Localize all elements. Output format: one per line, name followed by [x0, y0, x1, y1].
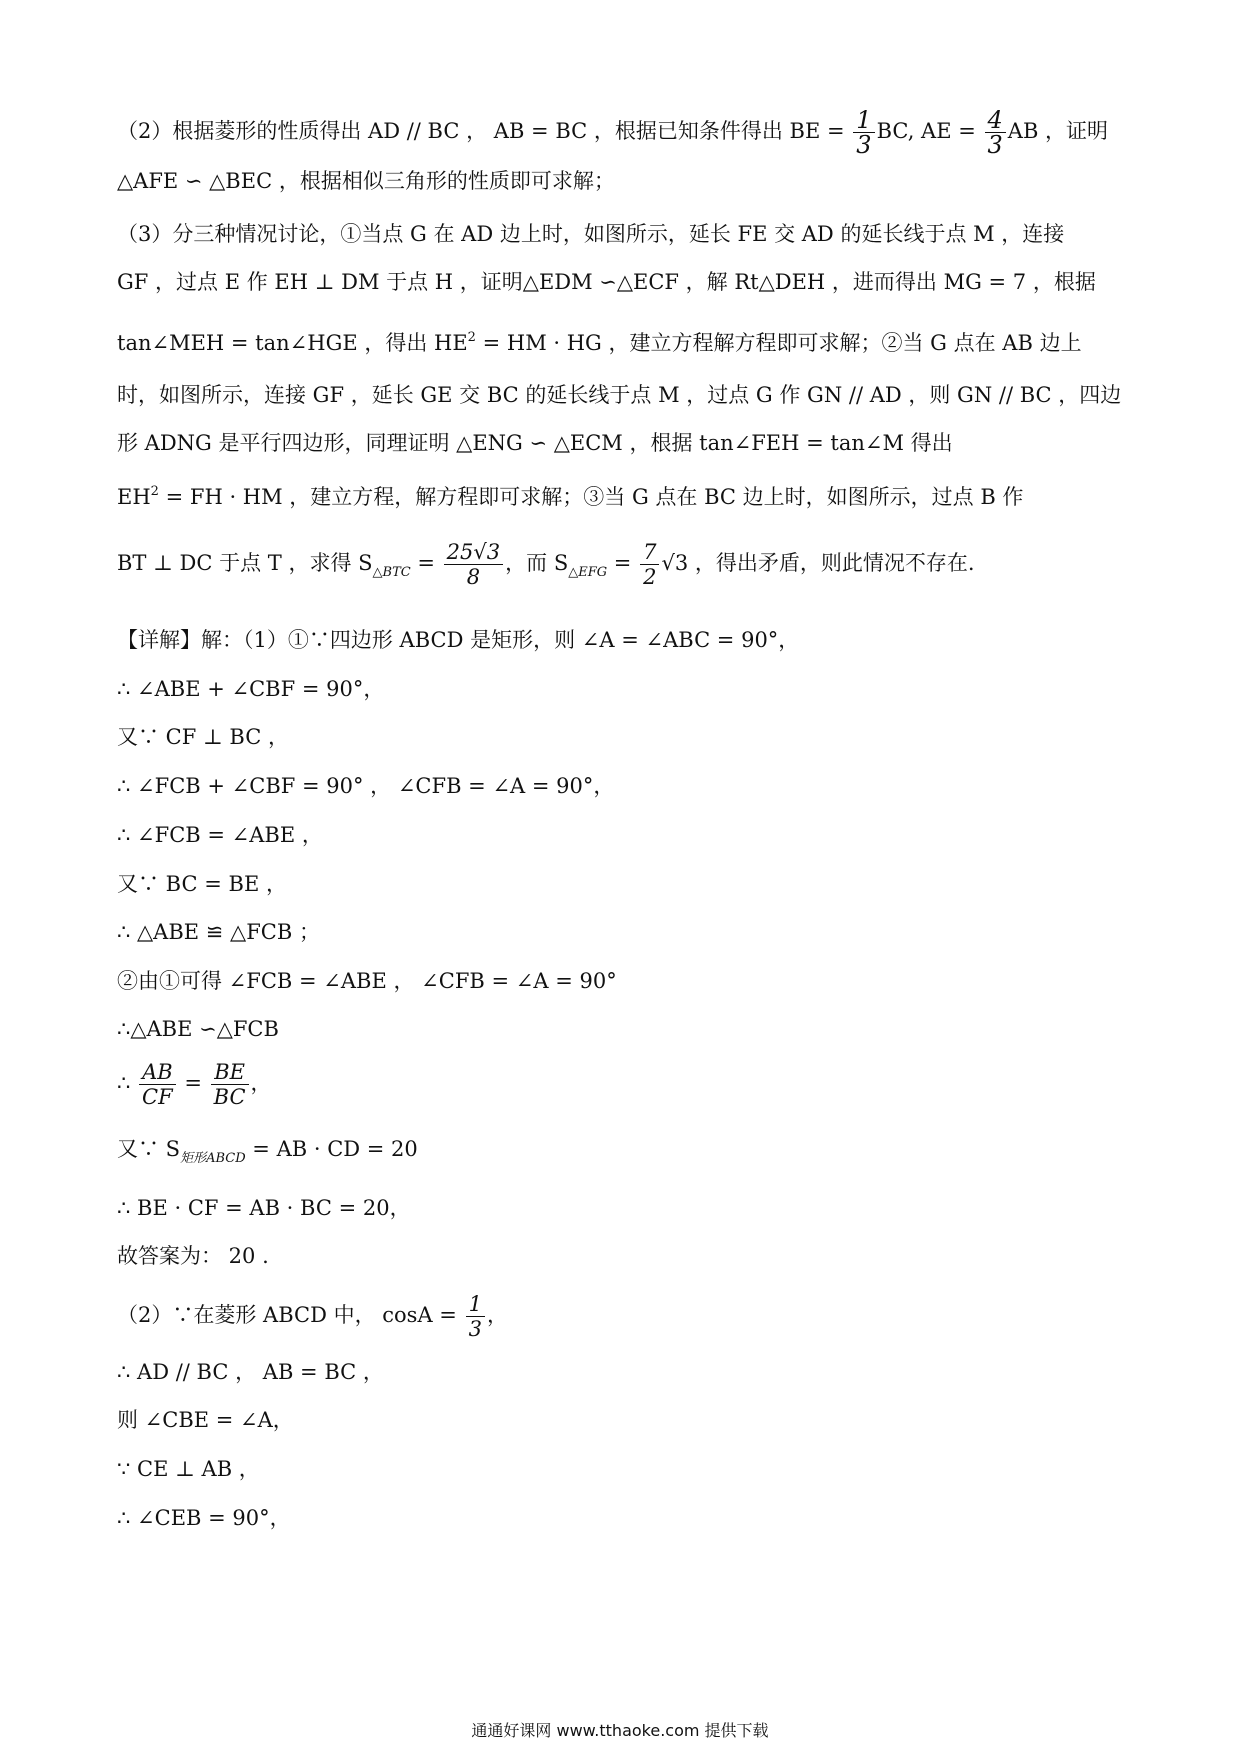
text-segment: BC, AE = [876, 119, 983, 143]
text-line: ∵ CE ⊥ AB ， [117, 1457, 260, 1481]
text-line: ∴△ABE ∽△FCB [117, 1017, 279, 1041]
fraction-denominator: 3 [853, 132, 874, 157]
text-line: 故答案为： 20 . [117, 1244, 269, 1268]
text-line: ∴ ∠FCB = ∠ABE ， [117, 823, 323, 847]
text-segment: = FH · HM ，建立方程，解方程即可求解；③当 G 点在 BC 边上时，如图所示，过点 B 作 [158, 485, 1024, 509]
fraction-denominator: 2 [640, 564, 659, 589]
superscript: 2 [467, 330, 476, 345]
fraction-numerator: 1 [856, 106, 872, 134]
fraction-denominator: 3 [985, 132, 1006, 157]
text-line [117, 1292, 508, 1341]
text-line: ∴ AD // BC ， AB = BC ， [117, 1360, 384, 1384]
text-line: ②由①可得 ∠FCB = ∠ABE ， ∠CFB = ∠A = 90° [117, 969, 617, 993]
text-line: ∴ BE · CF = AB · BC = 20， [117, 1196, 411, 1220]
text-segment: （2）∵在菱形 ABCD 中， cosA = [117, 1303, 464, 1327]
text-line: ∴ ∠CEB = 90°， [117, 1506, 291, 1530]
text-segment: ∴ [117, 1071, 138, 1095]
text-segment: = HM · HG ，建立方程解方程即可求解；②当 G 点在 AB 边上 [475, 331, 1082, 355]
fraction [139, 1060, 176, 1109]
subscript: △EFG [568, 565, 608, 580]
text-line [117, 1060, 272, 1109]
text-line: 则 ∠CBE = ∠A， [117, 1408, 294, 1432]
fraction [853, 108, 874, 157]
text-line: 形 ADNG 是平行四边形，同理证明 △ENG ∽ △ECM ，根据 tan∠FEH = tan∠M 得出 [117, 431, 953, 455]
text-line: 时，如图所示，连接 GF ，延长 GE 交 BC 的延长线于点 M ，过点 G 作 GN // AD ，则 GN // BC ，四边 [117, 383, 1122, 407]
text-line: ∴ ∠FCB + ∠CBF = 90° ， ∠CFB = ∠A = 90°， [117, 774, 615, 798]
text-segment: √3 ，得出矛盾，则此情况不存在. [661, 551, 975, 575]
text-line: 又∵ BC = BE ， [117, 872, 287, 896]
fraction [444, 540, 503, 589]
text-segment: = [607, 551, 639, 575]
text-segment: AB ，证明 [1007, 119, 1109, 143]
text-segment: EH [117, 485, 151, 509]
subscript: △BTC [372, 565, 411, 580]
text-segment: （2）根据菱形的性质得出 AD // BC ， AB = BC ，根据已知条件得出 BE = [117, 119, 852, 143]
superscript: 2 [150, 484, 159, 499]
fraction [466, 1292, 485, 1341]
text-segment: = [177, 1071, 209, 1095]
text-segment: ， [486, 1303, 508, 1327]
fraction-numerator: 25√3 [446, 540, 501, 564]
text-segment: ， [250, 1071, 272, 1095]
text-line [117, 108, 1108, 157]
fraction-numerator: AB [142, 1060, 173, 1084]
fraction [985, 108, 1006, 157]
fraction-numerator: 7 [643, 540, 657, 564]
fraction [640, 540, 659, 589]
fraction-numerator: BE [214, 1060, 245, 1084]
text-line: ∴ △ABE ≌ △FCB ； [117, 920, 320, 944]
text-segment: 又∵ S [117, 1137, 181, 1161]
text-line: GF ，过点 E 作 EH ⊥ DM 于点 H ，证明△EDM ∽△ECF ，解 Rt△DEH ，进而得出 MG = 7 ，根据 [117, 270, 1096, 294]
fraction-denominator: 8 [444, 564, 503, 589]
text-segment: = [410, 551, 442, 575]
text-segment: ，而 S [505, 551, 569, 575]
text-line: 又∵ CF ⊥ BC ， [117, 725, 289, 749]
text-line: △AFE ∽ △BEC ，根据相似三角形的性质即可求解； [117, 169, 615, 193]
fraction-numerator: 1 [468, 1292, 482, 1316]
text-segment: tan∠MEH = tan∠HGE ，得出 HE [117, 331, 468, 355]
text-line [117, 540, 975, 589]
text-segment: BT ⊥ DC 于点 T ，求得 S [117, 551, 373, 575]
fraction-denominator: 3 [466, 1316, 485, 1341]
text-line: ∴ ∠ABE + ∠CBF = 90°， [117, 677, 385, 701]
text-line [117, 1134, 418, 1174]
text-line: （3）分三种情况讨论，①当点 G 在 AD 边上时，如图所示，延长 FE 交 AD 的延长线于点 M ，连接 [117, 222, 1065, 246]
text-line [117, 323, 1082, 358]
fraction-denominator: CF [139, 1084, 176, 1109]
text-segment: = AB · CD = 20 [245, 1137, 418, 1161]
page-footer: 通通好课网 www.tthaoke.com 提供下载 [471, 1721, 769, 1740]
text-line [117, 477, 1023, 512]
text-line: 【详解】解：（1）①∵四边形 ABCD 是矩形，则 ∠A = ∠ABC = 90°， [117, 628, 800, 652]
fraction-numerator: 4 [987, 106, 1003, 134]
fraction [211, 1060, 249, 1109]
subscript: 矩形ABCD [180, 1151, 246, 1166]
fraction-denominator: BC [211, 1084, 249, 1109]
